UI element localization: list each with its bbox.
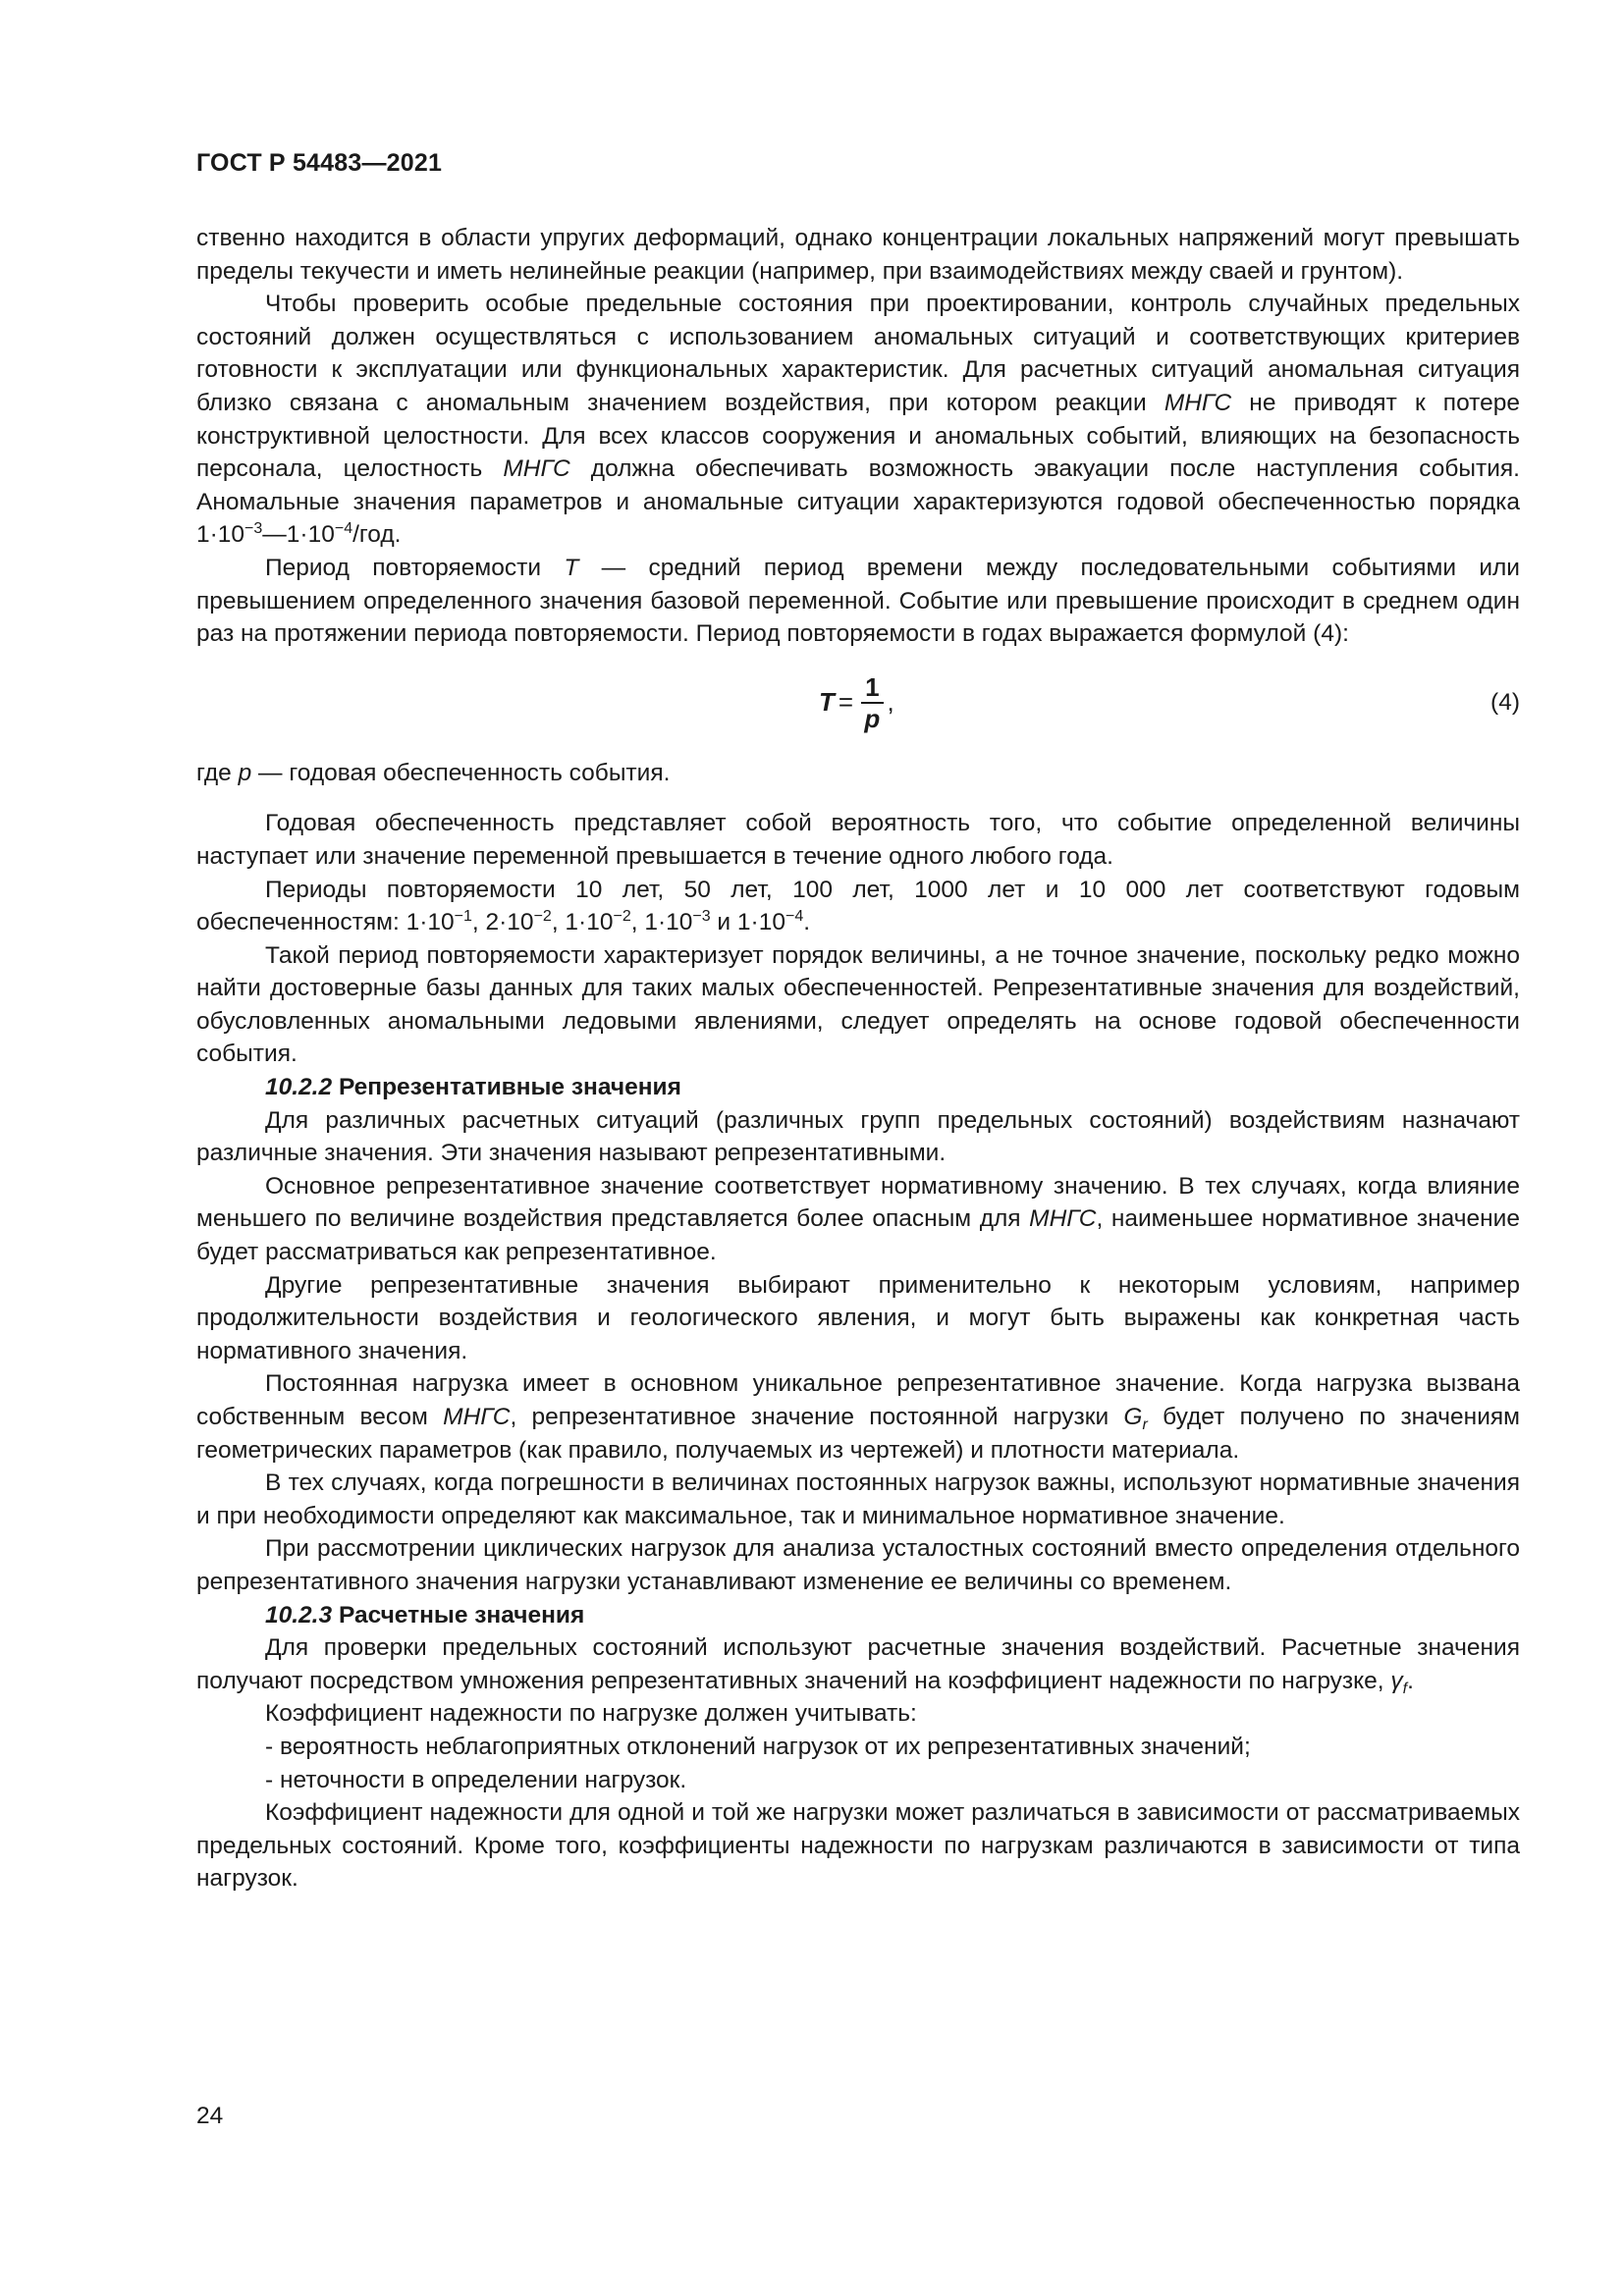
formula-fraction — [861, 672, 883, 733]
paragraph-text: не приводят к потере конструктивной целостности. Для всех классов сооружения и аномальных событий, влияющих на безопасность персонала, целостность — [196, 389, 1520, 483]
paragraph-text: , 1·10 — [630, 909, 693, 936]
paragraph — [196, 874, 1520, 939]
paragraph-text: —1·10 — [262, 521, 335, 549]
paragraph-text: Годовая обеспеченность представляет собой вероятность того, что событие определенной величины наступает или значение переменной превышается в течение одного любого года. — [196, 810, 1520, 870]
paragraph-text: будет получено по значениям геометрических параметров (как правило, получаемых из чертежей) и плотности материала. — [196, 1404, 1521, 1464]
paragraph — [196, 1697, 1520, 1731]
formula-numerator: 1 — [861, 672, 883, 704]
paragraph-text: Постоянная нагрузка имеет в основном уникальное репрезентативное значение. Когда нагрузка вызвана собственным весом — [196, 1370, 1520, 1430]
spacer — [196, 789, 1520, 807]
paragraph — [196, 552, 1520, 651]
symbol-gamma: γ — [1390, 1667, 1403, 1694]
section-heading-10-2-3 — [196, 1599, 1520, 1632]
paragraph — [196, 939, 1520, 1071]
document-header: ГОСТ Р 54483—2021 — [196, 149, 443, 177]
symbol-p: p — [238, 759, 252, 786]
section-title: Расчетные значения — [338, 1601, 585, 1629]
section-number: 10.2.3 — [265, 1601, 333, 1629]
paragraph-text: — средний период времени между последовательными событиями или превышением определенного значения базовой переменной. Событие или превышение происходит в среднем один раз на протяжении периода повторяемости. Период повторяемости в годах выражается формулой (4): — [196, 554, 1520, 648]
subscript-f: f — [1402, 1680, 1408, 1697]
paragraph — [196, 1269, 1520, 1368]
formula-expression — [819, 672, 894, 733]
paragraph-text: Коэффициент надежности по нагрузке должен учитывать: — [265, 1700, 917, 1728]
paragraph — [196, 222, 1520, 288]
paragraph-text: . — [803, 909, 811, 936]
paragraph-text: , наименьшее нормативное значение будет рассматриваться как репрезентативное. — [196, 1205, 1520, 1266]
formula-number: (4) — [1490, 688, 1520, 716]
section-title: Репрезентативные значения — [338, 1074, 681, 1101]
symbol-T: T — [564, 554, 579, 581]
formula-4 — [196, 651, 1520, 757]
paragraph — [196, 1170, 1520, 1269]
paragraph-text: ственно находится в области упругих деформаций, однако концентрации локальных напряжений могут превышать пределы текучести и иметь нелинейные реакции (например, при взаимодействиях между сваей и грунтом). — [196, 225, 1520, 285]
formula-equals: = — [838, 686, 854, 717]
abbr-mngs: МНГС — [1164, 389, 1232, 416]
exponent: −3 — [692, 908, 711, 926]
paragraph — [196, 1367, 1520, 1467]
paragraph-text: При рассмотрении циклических нагрузок для анализа усталостных состояний вместо определения отдельного репрезентативного значения нагрузки устанавливают изменение ее величины со временем. — [196, 1535, 1520, 1595]
exponent: −2 — [533, 908, 552, 926]
subscript-r: r — [1142, 1416, 1148, 1433]
exponent: −3 — [244, 520, 263, 538]
paragraph-text: Коэффициент надежности для одной и той же нагрузки может различаться в зависимости от рассматриваемых предельных состояний. Кроме того, коэффициенты надежности по нагрузкам различаются в зависимости от типа нагрузок. — [196, 1799, 1520, 1893]
paragraph-text: , репрезентативное значение постоянной нагрузки — [510, 1404, 1110, 1430]
exponent: −2 — [613, 908, 631, 926]
paragraph-text: где — [196, 759, 232, 786]
paragraph-text: Для различных расчетных ситуаций (различных групп предельных состояний) воздействиям назначают различные значения. Эти значения называют репрезентативными. — [196, 1106, 1520, 1167]
list-item: - неточности в определении нагрузок. — [265, 1766, 687, 1793]
paragraph-text: Период повторяемости — [265, 554, 542, 581]
exponent: −4 — [785, 908, 804, 926]
formula-lhs: T — [819, 686, 835, 717]
paragraph-text: и 1·10 — [710, 909, 785, 936]
section-number: 10.2.2 — [265, 1074, 333, 1101]
paragraph-text: Такой период повторяемости характеризует порядок величины, а не точное значение, поскольку редко можно найти достоверные базы данных для таких малых обеспеченностей. Репрезентативные значения для воздействий, обусловленных аномальными ледовыми явлениями, следует определять на основе годовой обеспеченности события. — [196, 941, 1520, 1068]
paragraph — [196, 1796, 1520, 1896]
paragraph-text: , 2·10 — [471, 909, 534, 936]
symbol-G: G — [1123, 1404, 1143, 1430]
formula-comma: , — [887, 686, 894, 717]
paragraph-text: , 1·10 — [551, 909, 614, 936]
paragraph-text: — годовая обеспеченность события. — [258, 759, 671, 786]
exponent: −1 — [454, 908, 472, 926]
list-item: - вероятность неблагоприятных отклонений нагрузок от их репрезентативных значений; — [265, 1733, 1251, 1760]
paragraph-text: /год. — [352, 521, 402, 549]
paragraph — [196, 757, 1520, 790]
paragraph-text: Периоды повторяемости 10 лет, 50 лет, 100 лет, 1000 лет и 10 000 лет соответствуют годовым обеспеченностям: 1·10 — [196, 876, 1520, 936]
paragraph — [196, 807, 1520, 873]
abbr-mngs: МНГС — [503, 455, 570, 483]
document-body — [196, 222, 1520, 1896]
paragraph-text: . — [1407, 1667, 1414, 1694]
abbr-mngs: МНГС — [1029, 1205, 1097, 1233]
paragraph-text: Для проверки предельных состояний используют расчетные значения воздействий. Расчетные значения получают посредством умножения репрезентативных значений на коэффициент надежности по нагрузке, — [196, 1634, 1520, 1694]
paragraph-text: Другие репрезентативные значения выбирают применительно к некоторым условиям, например продолжительности воздействия и геологического явления, и могут быть выражены как конкретная часть нормативного значения. — [196, 1271, 1520, 1364]
paragraph — [196, 1631, 1520, 1697]
exponent: −4 — [334, 520, 353, 538]
formula-denominator: p — [864, 703, 881, 733]
section-heading-10-2-2 — [196, 1071, 1520, 1104]
paragraph — [196, 1467, 1520, 1532]
page-number: 24 — [196, 2103, 224, 2129]
paragraph — [196, 1104, 1520, 1170]
paragraph-text: должна обеспечивать возможность эвакуации после наступления события. Аномальные значения параметров и аномальные ситуации характеризуются годовой обеспеченностью порядка 1·10 — [196, 455, 1520, 549]
paragraph — [196, 1532, 1520, 1598]
paragraph-text: Чтобы проверить особые предельные состояния при проектировании, контроль случайных предельных состояний должен осуществляться с использованием аномальных ситуаций и соответствующих критериев готовности к эксплуатации или функциональных характеристик. Для расчетных ситуаций аномальная ситуация близко связана с аномальным значением воздействия, при котором реакции — [196, 291, 1520, 416]
paragraph-text: Основное репрезентативное значение соответствует нормативному значению. В тех случаях, когда влияние меньшего по величине воздействия представляется более опасным для — [196, 1172, 1520, 1233]
paragraph-text: В тех случаях, когда погрешности в величинах постоянных нагрузок важны, используют нормативные значения и при необходимости определяют как максимальное, так и минимальное нормативное значение. — [196, 1469, 1520, 1529]
abbr-mngs: МНГС — [443, 1404, 511, 1430]
paragraph — [196, 288, 1520, 552]
